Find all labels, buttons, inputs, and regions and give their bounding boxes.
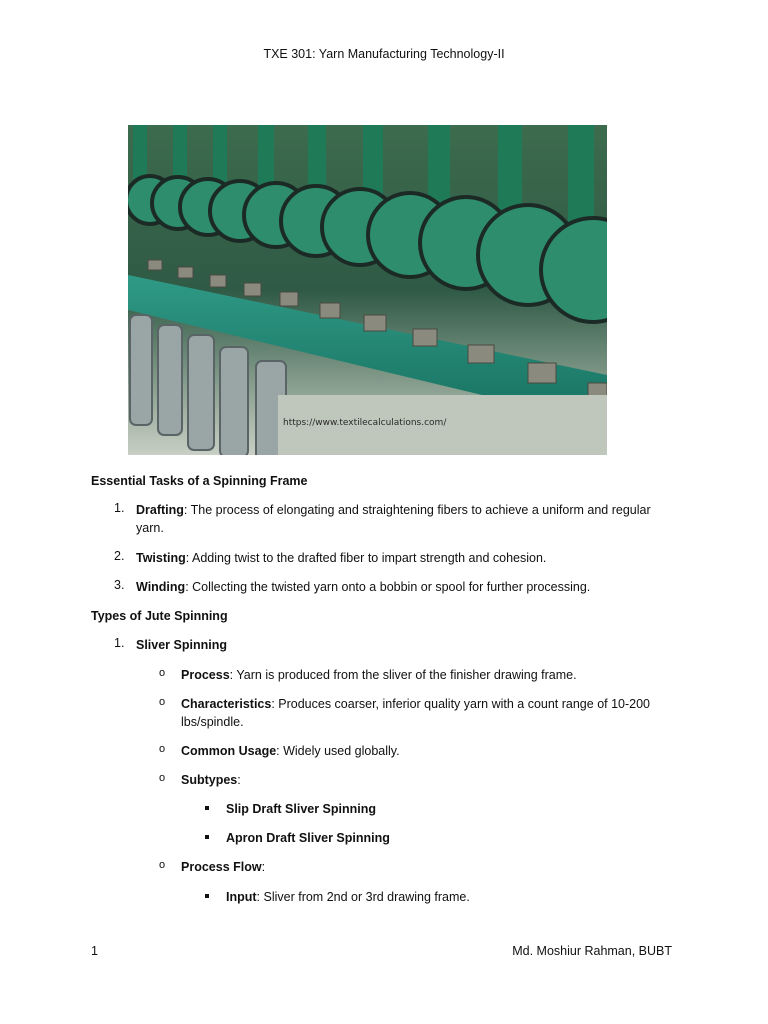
list-number: 1. (114, 501, 125, 515)
spinning-frame-photo (128, 125, 607, 455)
sub-item-common-usage: Common Usage: Widely used globally. (181, 744, 400, 758)
list-number: 2. (114, 549, 125, 563)
term-drafting: Drafting (136, 503, 184, 517)
section-heading-jute-spinning: Types of Jute Spinning (91, 609, 228, 623)
list-number: 3. (114, 578, 125, 592)
circle-bullet-icon: o (159, 696, 166, 708)
circle-bullet-icon: o (159, 859, 166, 871)
square-bullet-icon (205, 835, 209, 839)
square-bullet-icon (205, 894, 209, 898)
list-item-winding: Winding: Collecting the twisted yarn onto a bobbin or spool for further processing. (136, 580, 591, 594)
image-watermark: https://www.textilecalculations.com/ (283, 418, 447, 428)
subtype-slip-draft: Slip Draft Sliver Spinning (226, 802, 377, 816)
list-item-drafting: Drafting: The process of elongating and straightening fibers to achieve a uniform and regular yarn. (136, 503, 651, 535)
sub-item-characteristics: Characteristics: Produces coarser, inferior quality yarn with a count range of 10-200 lbs/spindle. (181, 697, 651, 729)
circle-bullet-icon: o (159, 743, 166, 755)
sub-item-process: Process: Yarn is produced from the sliver of the finisher drawing frame. (181, 668, 577, 682)
section-heading-essential-tasks: Essential Tasks of a Spinning Frame (91, 474, 308, 488)
page-number: 1 (91, 944, 98, 958)
circle-bullet-icon: o (159, 772, 166, 784)
term-winding: Winding (136, 580, 186, 594)
term-twisting: Twisting (136, 551, 186, 565)
subtype-apron-draft: Apron Draft Sliver Spinning (226, 831, 390, 845)
flow-input: Input: Sliver from 2nd or 3rd drawing frame. (226, 890, 470, 904)
list-item-sliver-spinning: Sliver Spinning (136, 638, 227, 652)
footer-author: Md. Moshiur Rahman, BUBT (512, 944, 672, 958)
sub-item-process-flow: Process Flow: (181, 860, 266, 874)
square-bullet-icon (205, 806, 209, 810)
list-number: 1. (114, 636, 125, 650)
list-item-twisting: Twisting: Adding twist to the drafted fiber to impart strength and cohesion. (136, 551, 547, 565)
sub-item-subtypes: Subtypes: (181, 773, 241, 787)
page-header: TXE 301: Yarn Manufacturing Technology-II (263, 47, 505, 61)
circle-bullet-icon: o (159, 667, 166, 679)
